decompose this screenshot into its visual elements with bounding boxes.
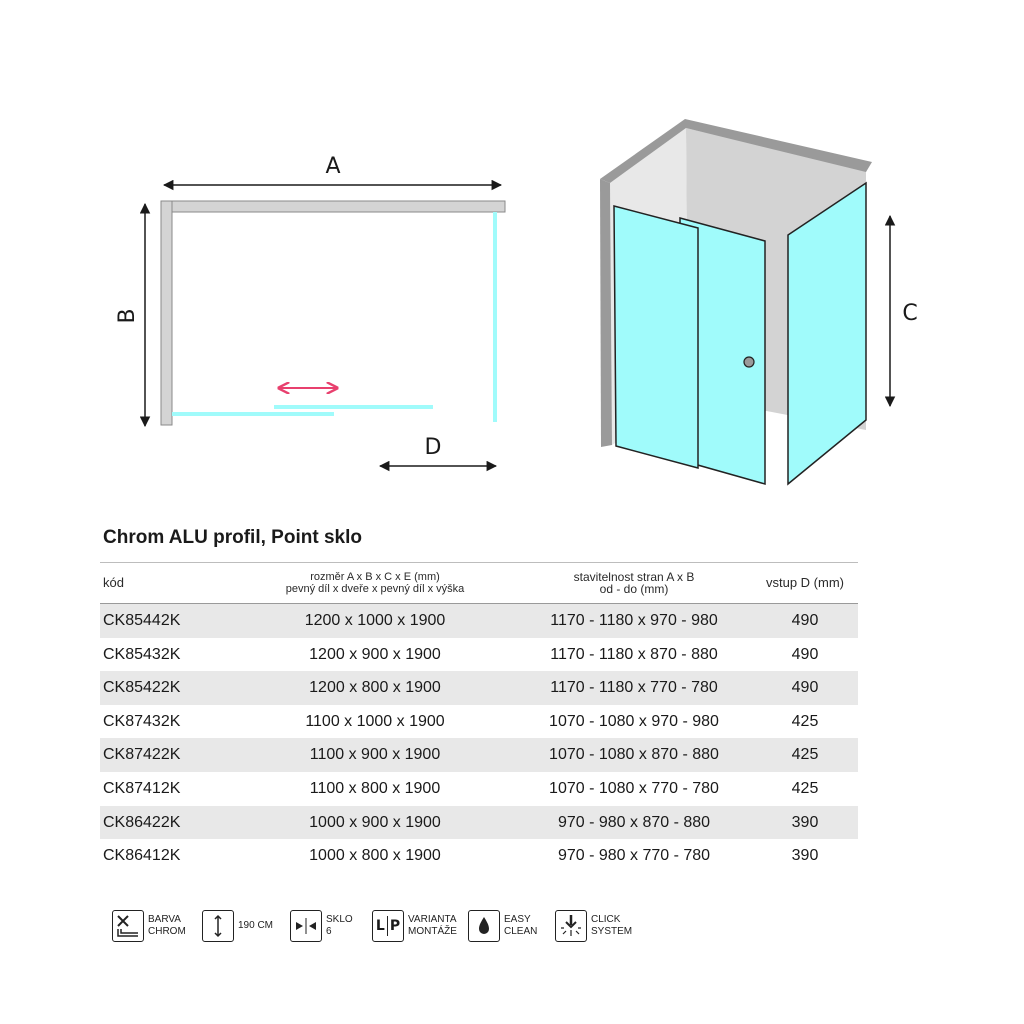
cell-size: 1100 x 1000 x 1900 [305, 712, 445, 730]
mounting-variant-icon [372, 910, 404, 942]
cell-code: CK86412K [103, 847, 181, 865]
cell-code: CK85442K [103, 612, 181, 629]
spec-table [100, 562, 858, 873]
cell-adjustability: 1070 - 1080 x 870 - 880 [549, 746, 719, 764]
cell-adjustability: 1170 - 1180 x 870 - 880 [550, 645, 718, 663]
table-row [100, 806, 858, 840]
header-adj-line1: stavitelnost stran A x B [573, 570, 695, 584]
header-adj-line2: od - do (mm) [599, 582, 669, 596]
feature-color [112, 907, 186, 945]
cell-size: 1100 x 800 x 1900 [309, 779, 441, 797]
cell-entry: 425 [791, 779, 819, 797]
mounting-right-glyph: P [389, 918, 401, 934]
mounting-left-glyph: L [375, 918, 385, 934]
cell-entry: 425 [791, 746, 819, 764]
cell-size: 1100 x 900 x 1900 [309, 746, 441, 764]
door-knob [744, 357, 754, 367]
cell-size: 1200 x 1000 x 1900 [304, 612, 446, 629]
cell-code: CK87412K [103, 779, 181, 797]
wall-profile-left [161, 201, 172, 425]
table-row [100, 738, 858, 772]
table-row [100, 604, 858, 638]
cell-entry: 490 [791, 645, 819, 663]
header-code: kód [103, 575, 124, 590]
table-row [100, 671, 858, 705]
feature-height-text: 190 CM [238, 920, 274, 931]
cell-entry: 390 [791, 847, 819, 865]
dimension-a-label: A [325, 154, 341, 179]
fixed-front-glass-panel [614, 206, 698, 468]
height-icon [202, 910, 234, 942]
feature-color-text: BARVA CHROM [148, 914, 186, 937]
easy-clean-icon [468, 910, 500, 942]
header-size-line1: rozměr A x B x C x E (mm) [310, 571, 440, 583]
table-row [100, 772, 858, 806]
header-size-line2: pevný díl x dveře x pevný díl x výška [285, 583, 465, 595]
feature-mounting [372, 907, 457, 945]
cell-entry: 490 [791, 612, 819, 629]
cell-code: CK87432K [103, 712, 181, 730]
cell-adjustability: 1070 - 1080 x 970 - 980 [549, 712, 719, 730]
dimension-b-label: B [115, 308, 140, 324]
feature-height [202, 907, 273, 945]
table-body [100, 604, 858, 873]
cell-adjustability: 1170 - 1180 x 970 - 980 [550, 612, 718, 629]
cell-adjustability: 970 - 980 x 770 - 780 [557, 847, 711, 865]
side-glass-panel [493, 212, 497, 422]
cell-code: CK85422K [103, 679, 181, 697]
click-system-icon [555, 910, 587, 942]
dimension-c-label: C [902, 301, 918, 326]
table-row [100, 638, 858, 672]
sliding-door-panel [274, 405, 433, 409]
cell-entry: 425 [791, 712, 819, 730]
feature-click-system-text: CLICK SYSTEM [591, 914, 633, 937]
cell-adjustability: 970 - 980 x 870 - 880 [557, 813, 711, 831]
feature-easy-clean-text: EASY CLEAN [504, 914, 538, 937]
dimension-d-label: D [424, 435, 442, 460]
feature-easy-clean [468, 907, 537, 945]
plan-view-diagram [115, 154, 505, 466]
cell-size: 1000 x 900 x 1900 [309, 813, 441, 831]
cell-adjustability: 1170 - 1180 x 770 - 780 [550, 679, 718, 697]
spec-title: Chrom ALU profil, Point sklo [103, 527, 362, 548]
cell-code: CK86422K [103, 813, 181, 831]
feature-click-system [555, 907, 632, 945]
perspective-diagram [600, 119, 918, 484]
header-adjustability [534, 563, 734, 603]
glass-thickness-icon [290, 910, 322, 942]
cell-code: CK87422K [103, 746, 181, 764]
header-entry: vstup D (mm) [766, 575, 844, 590]
cell-adjustability: 1070 - 1080 x 770 - 780 [549, 779, 719, 797]
feature-glass-text: SKLO 6 [326, 914, 353, 937]
cell-size: 1200 x 900 x 1900 [309, 645, 441, 663]
cell-entry: 490 [791, 679, 819, 697]
side-glass-panel-3d [788, 183, 866, 484]
wall-profile-top [161, 201, 505, 212]
cell-code: CK85432K [103, 645, 181, 663]
cell-entry: 390 [791, 813, 819, 831]
table-row [100, 839, 858, 873]
header-size [275, 563, 475, 603]
wall-front-edge [600, 179, 612, 447]
cell-size: 1200 x 800 x 1900 [309, 679, 441, 697]
table-header [100, 562, 858, 604]
feature-glass [290, 907, 353, 945]
cell-size: 1000 x 800 x 1900 [309, 847, 441, 865]
table-row [100, 705, 858, 739]
feature-mounting-text: VARIANTA MONTÁŽE [408, 914, 457, 937]
color-chrome-icon [112, 910, 144, 942]
fixed-glass-panel [172, 412, 334, 416]
